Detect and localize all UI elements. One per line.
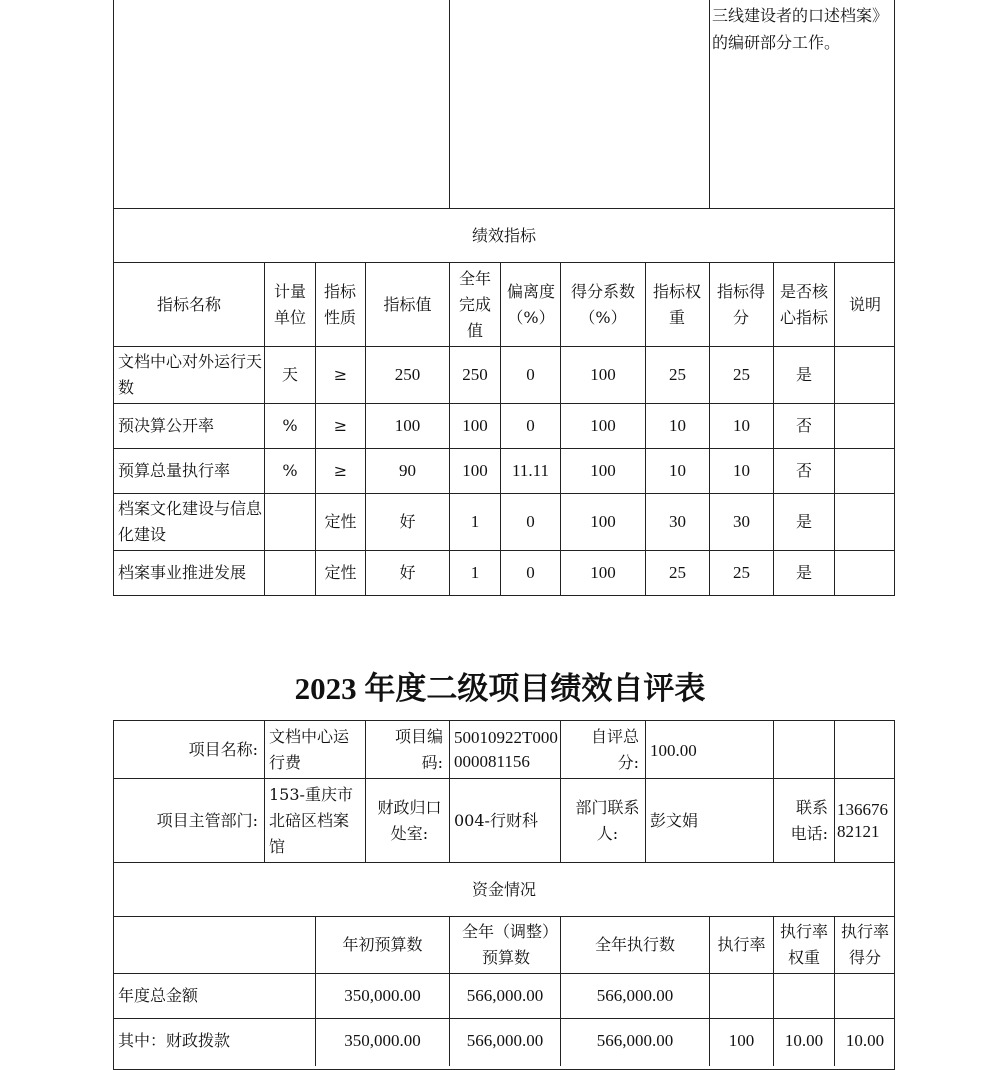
perf-row-value: 好 (399, 563, 416, 582)
perf-row-completed: 1 (470, 512, 480, 531)
perf-row-deviation: 0 (526, 365, 535, 384)
project-name-label: 项目名称: (188, 739, 258, 759)
self-score-value: 100.00 (650, 741, 697, 760)
perf-row-deviation: 11.11 (512, 461, 549, 480)
perf-header-coef: 得分系数（%） (570, 281, 635, 327)
fund-row-rate: 100 (728, 1031, 755, 1050)
fund-row-label: 年度总金额 (118, 986, 199, 1005)
perf-row-deviation: 0 (526, 563, 535, 582)
page-title: 2023 年度二级项目绩效自评表 (294, 670, 706, 706)
perf-row-coef: 100 (590, 512, 616, 531)
perf-row-unit (265, 494, 315, 550)
perf-row-name: 预决算公开率 (118, 416, 215, 435)
perf-row-weight: 30 (669, 512, 686, 531)
project-code-value: 50010922T000000081156 (454, 727, 558, 771)
perf-row-unit: 天 (281, 365, 298, 384)
fund-row-rate-score: 10.00 (845, 1031, 885, 1050)
perf-row-deviation: 0 (526, 416, 535, 435)
perf-row-value: 250 (394, 365, 421, 384)
perf-row-nature: 定性 (324, 512, 357, 531)
project-code-label: 项目编码: (394, 726, 443, 772)
perf-row-nature: ≥ (333, 461, 348, 480)
contact-value: 彭文娟 (650, 810, 699, 830)
dept-label: 项目主管部门: (156, 810, 258, 830)
fund-header-rate-score: 执行率得分 (840, 922, 889, 967)
phone-label: 联系电话: (790, 797, 828, 843)
perf-row-name: 档案文化建设与信息化建设 (118, 499, 263, 544)
fund-row-executed: 566,000.00 (596, 986, 674, 1005)
perf-row-score: 25 (733, 365, 750, 384)
perf-row-value: 100 (394, 416, 421, 435)
perf-row-value: 好 (399, 512, 416, 531)
perf-row-core: 否 (795, 461, 812, 480)
fund-row-label: 其中：财政拨款 (118, 1031, 231, 1050)
perf-header-weight: 指标权重 (652, 281, 701, 327)
contact-label: 部门联系人: (575, 797, 640, 843)
perf-row-nature: ≥ (333, 365, 348, 384)
perf-row-name: 预算总量执行率 (118, 461, 231, 480)
perf-header-score: 指标得分 (716, 281, 765, 327)
perf-row-score: 10 (733, 461, 750, 480)
perf-header-unit: 计量单位 (273, 281, 306, 327)
perf-header-core: 是否核心指标 (779, 281, 828, 327)
perf-row-completed: 100 (462, 461, 488, 480)
fund-header-executed: 全年执行数 (594, 935, 675, 954)
perf-header-deviation: 偏离度（%） (506, 281, 555, 327)
perf-row-core: 是 (795, 365, 812, 384)
perf-row-deviation: 0 (526, 512, 535, 531)
fin-office-label: 财政归口处室: (377, 797, 442, 843)
perf-row-weight: 25 (669, 365, 686, 384)
fin-office-value: 004-行财科 (454, 810, 538, 830)
fund-section-title: 资金情况 (471, 879, 536, 899)
perf-header-note: 说明 (848, 294, 881, 314)
perf-row-coef: 100 (590, 416, 616, 435)
perf-row-name: 档案事业推进发展 (118, 563, 247, 582)
perf-row-nature: ≥ (333, 416, 348, 435)
fund-header-adjusted: 全年（调整）预算数 (461, 922, 550, 967)
perf-row-score: 10 (733, 416, 750, 435)
perf-row-score: 25 (733, 563, 750, 582)
dept-value: 153-重庆市北碚区档案馆 (269, 784, 353, 856)
perf-row-coef: 100 (590, 461, 616, 480)
project-name-value: 文档中心运行费 (269, 726, 350, 772)
perf-header-name: 指标名称 (156, 294, 221, 314)
perf-header-completed: 全年完成值 (458, 268, 491, 340)
fund-row-adjusted: 566,000.00 (466, 986, 544, 1005)
phone-value: 13667682121 (837, 799, 888, 841)
fund-header-rate-weight: 执行率权重 (779, 922, 828, 967)
fund-header-initial: 年初预算数 (342, 935, 423, 954)
perf-row-weight: 25 (669, 563, 686, 582)
perf-header-value: 指标值 (383, 294, 432, 314)
perf-row-coef: 100 (590, 563, 616, 582)
fund-header-rate: 执行率 (717, 935, 766, 954)
perf-row-unit (265, 551, 315, 595)
perf-row-value: 90 (399, 461, 416, 480)
fund-row-executed: 566,000.00 (596, 1031, 674, 1050)
self-score-label: 自评总分: (590, 726, 639, 772)
fund-row-adjusted: 566,000.00 (466, 1031, 544, 1050)
perf-section-title: 绩效指标 (471, 225, 536, 245)
perf-row-weight: 10 (669, 461, 686, 480)
perf-row-completed: 100 (462, 416, 488, 435)
perf-row-coef: 100 (590, 365, 616, 384)
perf-row-core: 是 (795, 563, 812, 582)
fund-row-initial: 350,000.00 (344, 986, 421, 1005)
perf-row-completed: 250 (462, 365, 488, 384)
perf-row-unit: % (282, 416, 298, 435)
perf-row-core: 是 (795, 512, 812, 531)
top-note-text: 三线建设者的口述档案》的编研部分工作。 (712, 6, 889, 52)
perf-row-score: 30 (733, 512, 750, 531)
perf-row-name: 文档中心对外运行天数 (118, 352, 263, 397)
perf-row-completed: 1 (470, 563, 480, 582)
perf-row-weight: 10 (669, 416, 686, 435)
perf-row-nature: 定性 (324, 563, 357, 582)
perf-row-core: 否 (795, 416, 812, 435)
perf-header-nature: 指标性质 (323, 281, 356, 327)
fund-row-initial: 350,000.00 (344, 1031, 421, 1050)
perf-row-unit: % (282, 461, 298, 480)
fund-row-rate-weight: 10.00 (784, 1031, 824, 1050)
